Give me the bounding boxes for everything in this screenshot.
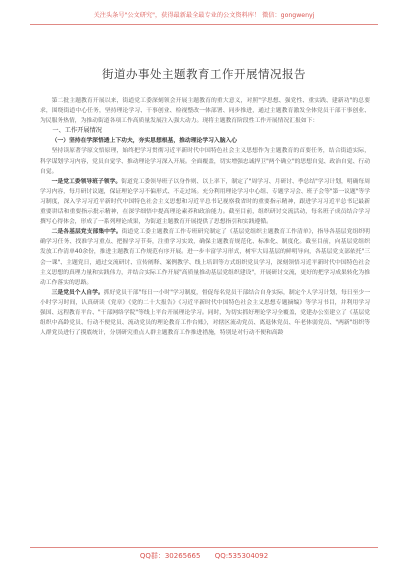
document-body <box>40 96 370 338</box>
paragraph-4 <box>40 288 370 338</box>
footer-rule <box>30 547 378 548</box>
paragraph-3-text: 街道党工委主题教育工作专班研究制定了《基层党组织主题教育工作清单》，指导各基层党组织明确学习任务、找准学习重点、把握学习节奏，注重学习实效，确保主题教育规范化、标准化、制度化。截至目前，向基层党组织发放工作清单40余份，推进主题教育工作规范有序开展。进一步丰富学习形式，树牢大局基层的鲜明导向，各基层党支部依托"三会一课"、主题党日，通过交流研讨、宣传阐释、案例教学、线上培训等方式组织党员学习，深刻领悟习近平新时代中国特色社会主义思想的真理力量和实践伟力，并结合实际工作开展"高质量推动基层党组织建设"，开展研讨交流，更好的把学习成果转化为推动工作落实的思路。 <box>40 229 370 286</box>
paragraph-2 <box>40 177 370 227</box>
paragraph-2-text: 街道党工委领导班子以身作则、以上率下，制定了"周学习、月研讨、季总结"学习计划，明确每周学习内容，每月研讨议题，保证理论学习不偏形式、不走过场。充分利用理论学习中心组、专题学习会、班子会等"第一议题"等学习制度，深入学习习近平新时代中国特色社会主义思想和习近平总书记视察我省时的重要指示精神，跟进学习习近平总书记最新重要讲话和重要指示批示精神，在深学细悟中提高理论素养和政治能力。截至目前，组织研讨交流活动，每名班子成员结合学习撰写心得体会，形成了一系列理论成果，为街道主题教育开展提供了思想指引和实践遵循。 <box>40 178 370 226</box>
document-title: 街道办事处主题教育工作开展情况报告 <box>102 67 306 81</box>
paragraph-3 <box>40 227 370 288</box>
header-banner: 关注头条号"公文研究"，获得最新最全最专业的公文资料库！ 微信：gongwenyj <box>93 12 315 19</box>
paragraph-4-lead: 三是党员个人自学。 <box>51 289 104 296</box>
footer-qq: QQ:535304092 <box>214 552 269 560</box>
section-heading: 一、工作开展情况 <box>52 127 102 135</box>
footer <box>0 551 408 561</box>
footer-qq-group: QQ群：30265665 <box>139 552 201 560</box>
paragraph-4-text: 抓好党员干部"每日一小时"学习制度，督促每名党员干部结合自身实际，制定个人学习计划，每日至少一小时学习时间，认真研读《党章》《党的二十大报告》《习近平新时代中国特色社会主义思想专题摘编》等学习书目，并利用学习强国、远程教育平台、"干部网络学院"等线上平台开展理论学习。同时，为切实抓好理论学习全覆盖，党建办公室建立了《基层党组织中高龄党员、行动不便党员、流动党员的理论教育工作台账》，对辖区流动党员、离退休党员、年老体弱党员、"两新"组织等人群党员进行了摸底统计，分别研究重点人群主题教育工作推进措施，特别是对行动不便和高龄 <box>40 289 370 337</box>
paragraph-2-lead: 一是党工委领导班子领学。 <box>51 178 122 185</box>
paragraph-1: 坚持读原著学原文悟原理，始终把学习贯彻习近平新时代中国特色社会主义思想作为主题教育的首要任务，结合街道实际，科学谋划学习内容，党员自觉学、推动理论学习深入开展。全面覆盖，切实增强忠诚捍卫"两个确立"的思想自觉、政治自觉、行动自觉。 <box>40 148 370 175</box>
intro-paragraph: 第二批主题教育开展以来，街道党工委深刻领会开展主题教育的重大意义，对照"学思想、强党性、重实践、建新功"的总要求，围绕街道中心任务，坚持理论学习、干事创业、检视整改一体部署、同步推进，通过主题教育激发全体党员干部干事创业、为民服务热情，为推动街道各项工作高质量发展注入强大动力。现将主题教育阶段性工作开展情况汇报如下： <box>40 98 370 125</box>
paragraph-3-lead: 二是各基层党支部集中学。 <box>51 229 122 236</box>
header-rule <box>30 24 378 25</box>
subsection-heading: （一）坚持在学深悟透上下功夫，夯实思想根基，推动理论学习入脑入心 <box>51 138 238 145</box>
